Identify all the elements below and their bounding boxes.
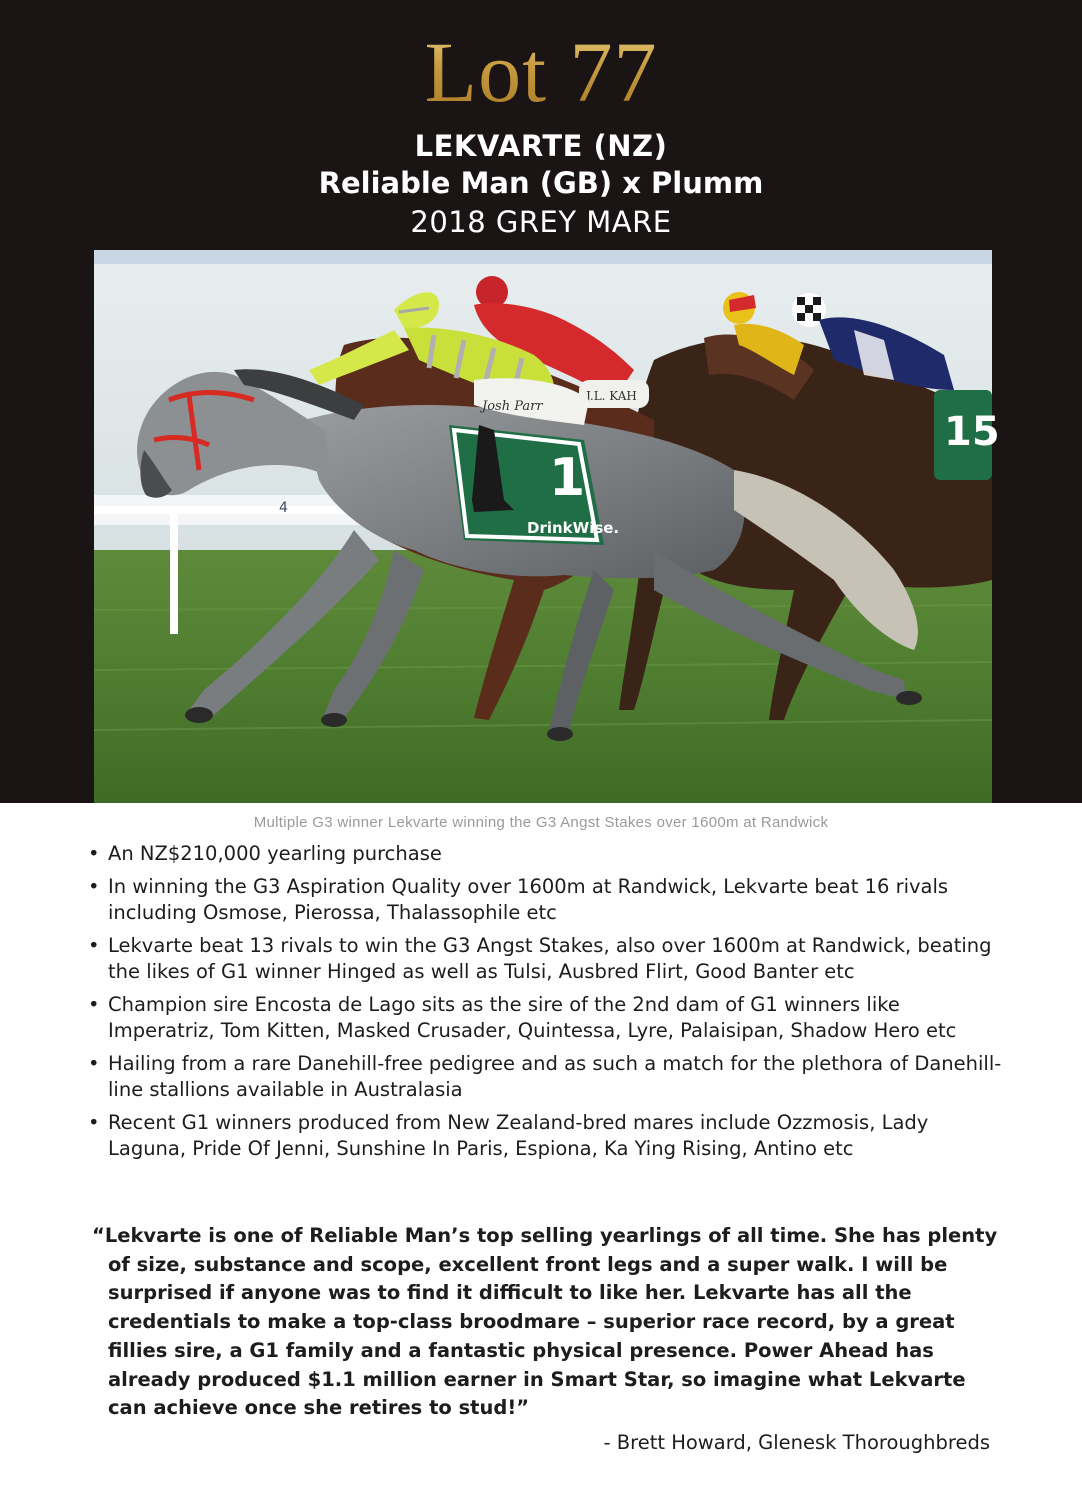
bullet-icon: • <box>88 1052 100 1075</box>
list-item <box>88 933 1008 985</box>
list-item <box>88 992 1008 1044</box>
horse-description: 2018 GREY MARE <box>410 205 672 239</box>
bullet-icon: • <box>88 1111 100 1134</box>
bullet-icon: • <box>88 993 100 1016</box>
list-item-text: Champion sire Encosta de Lago sits as the sire of the 2nd dam of G1 winners like Imperatriz, Tom Kitten, Masked Crusader, Quintessa, Lyre, Palaisipan, Shadow Hero etc <box>108 993 957 1042</box>
list-item-text: Hailing from a rare Danehill-free pedigree and as such a match for the plethora of Danehill-line stallions available in Australasia <box>108 1052 1002 1101</box>
list-item <box>88 1110 1008 1162</box>
list-item <box>88 1051 1008 1103</box>
rear-saddlecloth-number: 15 <box>944 409 1000 455</box>
list-item <box>88 841 1008 867</box>
bullet-icon: • <box>88 875 100 898</box>
list-item-text: Recent G1 winners produced from New Zealand-bred mares include Ozzmosis, Lady Laguna, Pride Of Jenni, Sunshine In Paris, Espiona, Ka Ying Rising, Antino etc <box>108 1111 929 1160</box>
horse-name: LEKVARTE (NZ) <box>414 129 668 163</box>
list-item <box>88 874 1008 926</box>
saddlecloth-sponsor: DrinkWise. <box>527 519 620 537</box>
horse-pedigree: Reliable Man (GB) x Plumm <box>318 166 764 200</box>
race-photo <box>94 250 1000 803</box>
testimonial-quote: “Lekvarte is one of Reliable Man’s top selling yearlings of all time. She has plenty of size, substance and scope, excellent front legs and a super walk. I will be surprised if anyone was to find it difficult to like her. Lekvarte has all the credentials to make a top-class broodmare – superior race record, by a great fillies sire, a G1 family and a fantastic physical presence. Power Ahead has already produced $1.1 million earner in Smart Star, so imagine what Lekvarte can achieve once she retires to stud!” <box>92 1224 998 1420</box>
lot-number-title: Lot 77 <box>0 26 1082 118</box>
list-item-text: In winning the G3 Aspiration Quality over 1600m at Randwick, Lekvarte beat 16 rivals including Osmose, Pierossa, Thalassophile etc <box>108 875 949 924</box>
bullet-icon: • <box>88 934 100 957</box>
quote-attribution: - Brett Howard, Glenesk Thoroughbreds <box>603 1431 990 1454</box>
jockey-pants-text-1: Josh Parr <box>482 399 543 414</box>
jockey-pants-text-2: J.L. KAH <box>586 389 637 403</box>
rail-marker: 4 <box>279 500 288 516</box>
race-photo-illustration <box>94 250 1000 803</box>
list-item-text: Lekvarte beat 13 rivals to win the G3 Angst Stakes, also over 1600m at Randwick, beating the likes of G1 winner Hinged as well as Tulsi, Ausbred Flirt, Good Banter etc <box>108 934 992 983</box>
list-item-text: An NZ$210,000 yearling purchase <box>108 842 442 865</box>
photo-caption: Multiple G3 winner Lekvarte winning the G3 Angst Stakes over 1600m at Randwick <box>253 814 829 831</box>
bullet-icon: • <box>88 842 100 865</box>
saddlecloth-number: 1 <box>549 448 586 508</box>
highlights-list <box>88 841 1008 1169</box>
